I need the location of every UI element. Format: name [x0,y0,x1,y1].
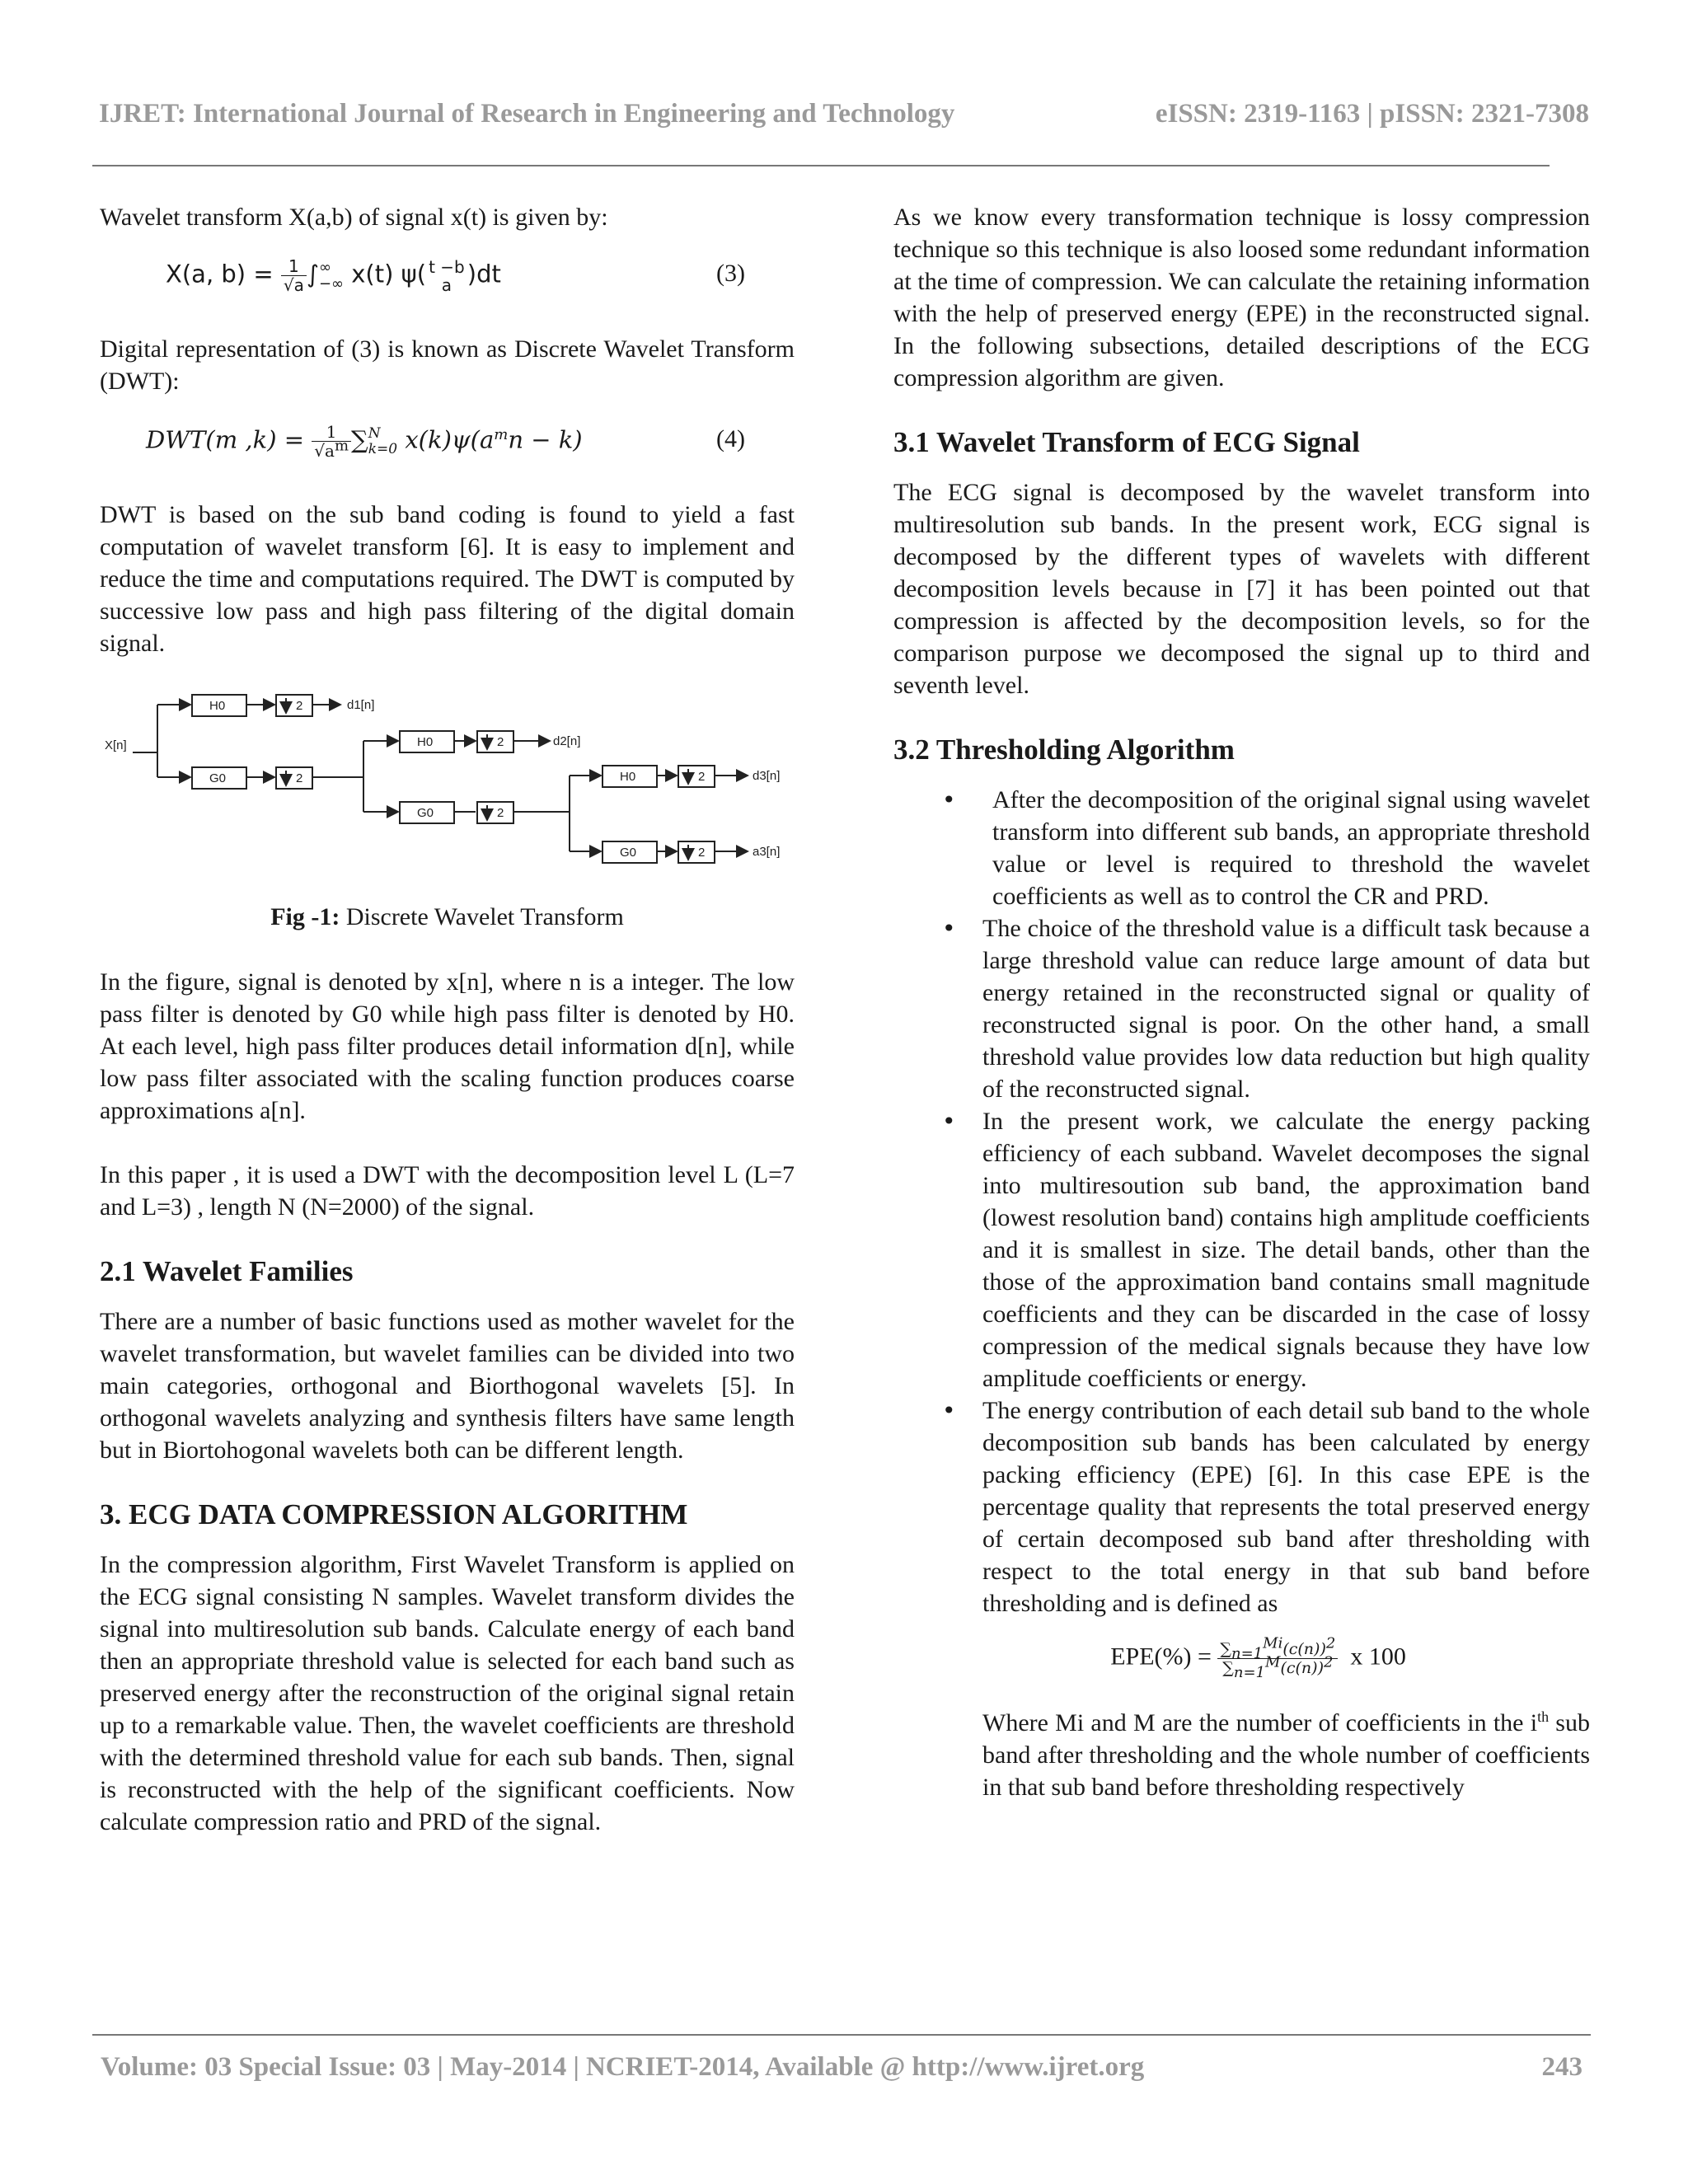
digital-paragraph: Digital representation of (3) is known as Discrete Wavelet Transform (DWT): [100,335,795,395]
dwt-paragraph: DWT is based on the sub band coding is found to yield a fast computation of wavelet transform [6]. It is easy to implement and reduce the time and computations required. The DWT is computed by successive low pass and high pass filtering of the digital domain signal. [100,501,795,657]
page-number: 243 [1541,2052,1582,2082]
eq4-sum: ∑ [351,425,368,454]
eq3-arg-num: t −b [429,256,465,277]
down-box-6 [678,841,715,863]
paper-paragraph: In this paper , it is used a DWT with the decomposition level L (L=7 and L=3) , length N (N=2000) of the signal. [100,1161,795,1221]
page-footer [101,2052,1582,2083]
d3-label: d3[n] [753,769,781,783]
heading-ecg-compression: 3. ECG DATA COMPRESSION ALGORITHM [100,1498,688,1530]
lossy-paragraph: As we know every transformation technique is lossy compression technique so this technique is also loosed some redundant information at the time of compression. We can calculate the retaining information with the help of preserved energy (EPE) in the reconstructed signal. In the following subsections, detailed descriptions of the ECG compression algorithm are given. [893,204,1590,391]
epe-num-sup: Mi [1263,1634,1283,1652]
eq4-lhs: DWT(m ,k) = [146,425,305,454]
eq3-arg-fraction [426,258,467,294]
epe-den-sup: M [1265,1653,1281,1671]
journal-title: IJRET: International Journal of Research in Engineering and Technology [99,99,955,129]
footer-volume: Volume: 03 Special Issue: 03 | May-2014 | NCRIET-2014, Available @ http://www.ijret.org [101,2052,1145,2082]
epe-den-sub: n=1 [1233,1663,1266,1681]
threshold-list [893,784,1590,1619]
eq3-upper: ∞ [318,258,331,276]
where-text-b: sub band after thresholding and the whole number of coefficients in that sub band before thresholding respectively [982,1709,1590,1801]
epe-num-sum: ∑ [1220,1640,1231,1658]
down-label-4: 2 [497,806,504,820]
caption-text: Discrete Wavelet Transform [340,903,624,930]
down-box-3 [477,731,513,752]
epe-lhs: EPE(%) = [1110,1643,1212,1671]
eq3-arg-den: a [441,274,452,295]
eq4-term-a: x(k)ψ(a [397,425,495,454]
epe-num-pow: 2 [1325,1634,1336,1652]
ecg-paragraph: In the compression algorithm, First Wavelet Transform is applied on the ECG signal consisting N samples. Wavelet transform divides the signal into multiresolution sub bands. Calculate energy of each band then an appropriate threshold value is selected for each band such as preserved energy after the reconstruction of the original signal retain up to a remarkable value. Then, the wavelet coefficients are threshold with the determined threshold value for each sub bands. Then, signal is reconstructed with the help of the significant coefficients. Now calculate compression ratio and PRD of the signal. [100,1551,795,1835]
eq3-fraction [281,257,307,294]
issn: eISSN: 2319-1163 | pISSN: 2321-7308 [1155,99,1589,129]
h0-label-3: H0 [620,770,636,784]
down-box-2 [276,767,312,789]
where-sup: th [1537,1708,1550,1725]
header-rule [92,165,1550,166]
eq3-mid: x(t) ψ( [344,260,427,288]
list-item: • After the decomposition of the original signal using wavelet transform into different sub bands, an appropriate threshold value or level is required to threshold the wavelet coefficients as well as to control the CR and PRD. [893,784,1590,912]
down-label-5: 2 [698,770,706,784]
eq4-frac-den-sup: m [334,437,349,455]
right-column [893,201,1590,1835]
epe-times: x 100 [1350,1643,1406,1671]
down-label-3: 2 [497,735,504,749]
eq3-number: (3) [716,260,745,287]
families-paragraph: There are a number of basic functions used as mother wavelet for the wavelet transformation, but wavelet families can be divided into two main categories, orthogonal and Biorthogonal wavelets [5]. In orthogonal wavelets analyzing and synthesis filters have same length but in Biortohogonal wavelets both can be different length. [100,1308,795,1464]
eq4-term-b: n − k) [508,425,583,454]
eq3-frac-den: √a [283,275,304,295]
figure-paragraph: In the figure, signal is denoted by x[n], where n is a integer. The low pass filter is denoted by G0 while high pass filter is denoted by H0. At each level, high pass filter produces detail information d[n], while low pass filter associated with the scaling function produces coarse approximations a[n]. [100,968,795,1124]
epe-fraction [1217,1634,1338,1681]
epe-den-sum: ∑ [1222,1659,1234,1677]
list-item: • The choice of the threshold value is a difficult task because a large threshold value can reduce large amount of data but energy retained in the reconstructed signal or quality of reconstructed signal is poor. On the other hand, a small threshold value provides low data reduction but high quality of the reconstructed signal. [893,912,1590,1105]
equation-3 [100,257,795,298]
eq3-frac-num: 1 [281,257,307,276]
eq4-sum-sub: k=0 [368,440,398,457]
eq3-integral: ∫ [306,260,319,288]
epe-num-term: (c(n)) [1282,1640,1326,1658]
d2-label: d2[n] [553,734,581,748]
list-item: • In the present work, we calculate the energy packing efficiency of each subband. Wavelet decomposes the signal into multiresoution sub band, the approximation band (lowest resolution band) contains high amplitude coefficients and it is smallest in size. The detail bands, other than the those of the approximation band contains small magnitude coefficients and they can be discarded in the case of lossy compression of the medical signals because they have low amplitude coefficients or energy. [893,1105,1590,1394]
g0-label-3: G0 [620,846,637,860]
list-item: • The energy contribution of each detail sub band to the whole decomposition sub bands has been calculated by energy packing efficiency (EPE) [6]. In this case EPE is the percentage quality that represents the total preserved energy of certain decomposed sub band after thresholding with respect to the total energy in that sub band before thresholding and is defined as [893,1394,1590,1619]
epe-equation [926,1634,1590,1681]
down-box-5 [678,766,715,787]
a3-label: a3[n] [753,845,781,859]
g0-label-2: G0 [417,806,434,820]
d1-label: d1[n] [347,698,375,712]
h0-label-1: H0 [209,699,226,713]
g0-label-1: G0 [209,771,227,785]
down-box-4 [477,802,513,823]
heading-thresholding: 3.2 Thresholding Algorithm [893,733,1235,766]
down-label-6: 2 [698,846,706,860]
down-label-1: 2 [296,699,303,713]
eq4-frac-den: √a [314,441,335,461]
caption-label: Fig -1: [270,903,340,930]
heading-wavelet-families: 2.1 Wavelet Families [100,1255,354,1287]
down-label-2: 2 [296,771,303,785]
wavelet-paragraph: The ECG signal is decomposed by the wavelet transform into multiresolution sub bands. In the present work, ECG signal is decomposed by the different types of wavelets with different decomposition levels because in [7] it has been pointed out that compression is affected by the decomposition levels, so for the comparison purpose we decomposed the signal up to third and seventh level. [893,479,1590,699]
epe-den-term: (c(n)) [1280,1659,1324,1677]
page-header [99,99,1589,129]
eq3-end: )dt [467,260,501,288]
dwt-diagram [100,687,795,876]
eq4-fraction [312,423,351,460]
left-column [100,201,795,1870]
where-text-a: Where Mi and M are the number of coefficients in the i [982,1709,1538,1736]
epe-den-pow: 2 [1323,1653,1334,1671]
eq4-frac-num: 1 [312,423,351,442]
heading-wavelet-transform-ecg: 3.1 Wavelet Transform of ECG Signal [893,426,1360,458]
where-paragraph [893,1707,1590,1803]
footer-rule [92,2034,1591,2036]
eq3-lhs: X(a, b) = [166,260,274,288]
down-box-1 [276,695,312,716]
input-label: X[n] [105,738,127,752]
h0-label-2: H0 [417,735,434,749]
eq3-lower: −∞ [318,274,345,293]
eq4-sum-sup: N [368,424,381,442]
equation-4 [100,423,795,464]
eq4-term-sup: m [494,425,509,443]
intro-paragraph: Wavelet transform X(a,b) of signal x(t) is given by: [100,204,608,231]
epe-num-sub: n=1 [1231,1644,1264,1662]
figure-caption [100,901,795,933]
eq4-number: (4) [716,425,745,452]
